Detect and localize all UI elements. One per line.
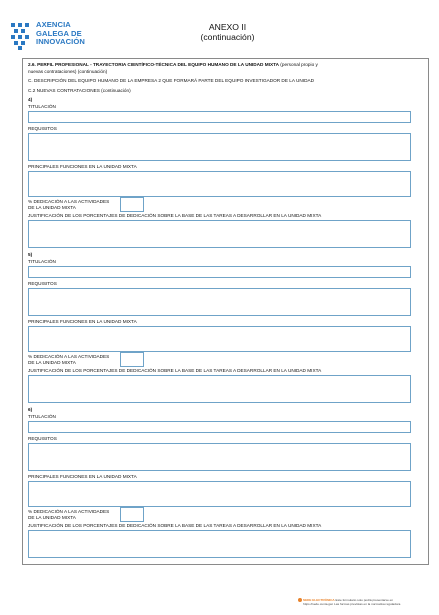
titulacion-input[interactable] bbox=[28, 111, 411, 123]
sede-bullet-icon bbox=[298, 598, 302, 602]
justificacion-input[interactable] bbox=[28, 375, 411, 403]
annex-heading bbox=[175, 22, 280, 42]
dedicacion-input[interactable] bbox=[120, 352, 144, 367]
agencia-logo bbox=[9, 16, 107, 54]
section-subtitle-c2: C.2 NUEVAS CONTRATACIONES (continuación) bbox=[28, 88, 131, 93]
funciones-input[interactable] bbox=[28, 326, 411, 352]
section-title bbox=[28, 62, 318, 68]
dedicacion-input[interactable] bbox=[120, 197, 144, 212]
dedicacion-input[interactable] bbox=[120, 507, 144, 522]
requisitos-input[interactable] bbox=[28, 288, 411, 316]
requisitos-label: REQUISITOS bbox=[28, 436, 57, 441]
requisitos-input[interactable] bbox=[28, 133, 411, 161]
requisitos-input[interactable] bbox=[28, 443, 411, 471]
section-title-normal: (personal propio y bbox=[280, 62, 318, 67]
funciones-label: PRINCIPALES FUNCIONES EN LA UNIDAD MIXTA bbox=[28, 164, 137, 169]
section-title-bold: 2.6. PERFIL PROFESIONAL - TRAYECTORIA CIENTÍFICO-TÉCNICA DEL EQUIPO HUMANO DE LA UNIDAD MIXTA bbox=[28, 62, 279, 67]
footer-label: SEDE ELECTRÓNICA bbox=[303, 597, 335, 602]
dedicacion-label-line2: DE LA UNIDAD MIXTA bbox=[28, 360, 76, 365]
footer-line2: https://sede.xunta.gal. Las formas previstas en la normativa reguladora bbox=[303, 601, 401, 606]
annex-subtitle: (continuación) bbox=[200, 32, 255, 42]
justificacion-input[interactable] bbox=[28, 220, 411, 248]
dedicacion-label-line2: DE LA UNIDAD MIXTA bbox=[28, 515, 76, 520]
requisitos-label: REQUISITOS bbox=[28, 281, 57, 286]
funciones-label: PRINCIPALES FUNCIONES EN LA UNIDAD MIXTA bbox=[28, 319, 137, 324]
footer-line1: Este formulario solo podrá presentarse en bbox=[335, 597, 394, 602]
justificacion-label: JUSTIFICACIÓN DE LOS PORCENTAJES DE DEDICACIÓN SOBRE LA BASE DE LAS TAREAS A DESARROLLAR EN LA UNIDAD MIXTA bbox=[28, 213, 322, 218]
funciones-label: PRINCIPALES FUNCIONES EN LA UNIDAD MIXTA bbox=[28, 474, 137, 479]
titulacion-label: TITULACIÓN bbox=[28, 414, 56, 419]
dedicacion-label-line1: % DEDICACIÓN A LAS ACTIVIDADES bbox=[28, 354, 110, 359]
titulacion-label: TITULACIÓN bbox=[28, 259, 56, 264]
annex-title: ANEXO II bbox=[208, 22, 247, 32]
block-number: 5) bbox=[28, 252, 33, 257]
titulacion-input[interactable] bbox=[28, 421, 411, 433]
logo-line-3: INNOVACIÓN bbox=[36, 37, 85, 47]
dedicacion-label-line1: % DEDICACIÓN A LAS ACTIVIDADES bbox=[28, 509, 110, 514]
block-number: 6) bbox=[28, 407, 33, 412]
funciones-input[interactable] bbox=[28, 481, 411, 507]
logo-mark-icon bbox=[9, 21, 31, 51]
logo-line-1: AXENCIA bbox=[36, 20, 71, 29]
justificacion-input[interactable] bbox=[28, 530, 411, 558]
section-subtitle-c: C. DESCRIPCIÓN DEL EQUIPO HUMANO DE LA EMPRESA 2 QUE FORMARÁ PARTE DEL EQUIPO INVESTIGADOR DE LA UNIDAD bbox=[28, 78, 314, 83]
titulacion-input[interactable] bbox=[28, 266, 411, 278]
justificacion-label: JUSTIFICACIÓN DE LOS PORCENTAJES DE DEDICACIÓN SOBRE LA BASE DE LAS TAREAS A DESARROLLAR EN LA UNIDAD MIXTA bbox=[28, 523, 322, 528]
dedicacion-label-line1: % DEDICACIÓN A LAS ACTIVIDADES bbox=[28, 199, 110, 204]
section-title-line2: nuevas contrataciones) (continuación) bbox=[28, 69, 108, 74]
logo-line-2: GALEGA DE bbox=[36, 28, 82, 38]
requisitos-label: REQUISITOS bbox=[28, 126, 57, 131]
block-number: 4) bbox=[28, 97, 33, 102]
dedicacion-label-line2: DE LA UNIDAD MIXTA bbox=[28, 205, 76, 210]
logo-text bbox=[36, 21, 85, 47]
funciones-input[interactable] bbox=[28, 171, 411, 197]
titulacion-label: TITULACIÓN bbox=[28, 104, 56, 109]
footer-note bbox=[298, 598, 400, 606]
justificacion-label: JUSTIFICACIÓN DE LOS PORCENTAJES DE DEDICACIÓN SOBRE LA BASE DE LAS TAREAS A DESARROLLAR EN LA UNIDAD MIXTA bbox=[28, 368, 322, 373]
